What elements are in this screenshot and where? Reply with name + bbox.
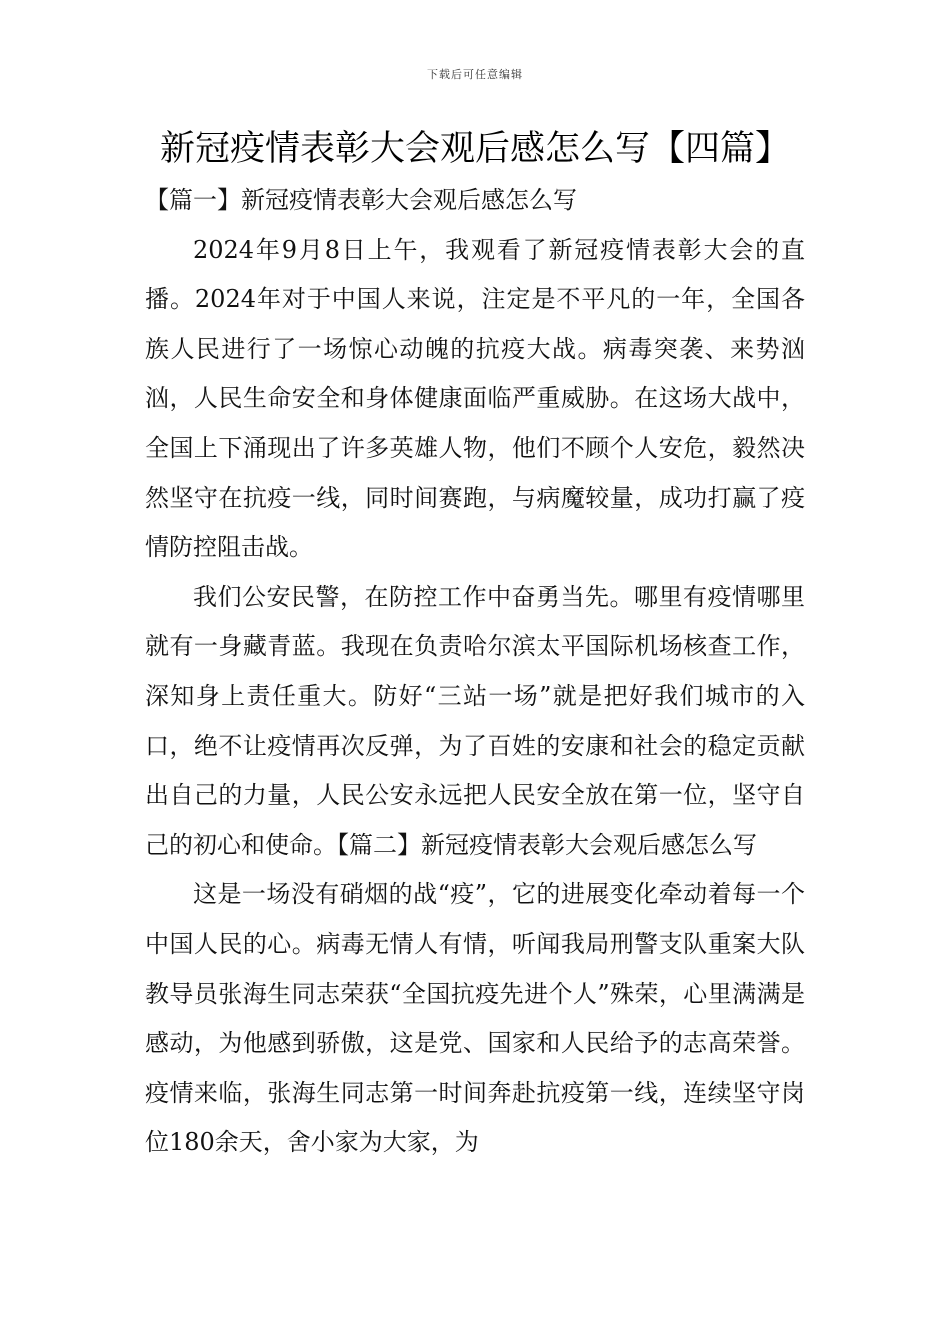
document-title: 新冠疫情表彰大会观后感怎么写【四篇】: [159, 129, 790, 169]
paragraph-3: 这是一场没有硝烟的战“疫”，它的进展变化牵动着每一个中国人民的心。病毒无情人有情，听闻我局刑警支队重案大队教导员张海生同志荣获“全国抗疫先进个人”殊荣，心里满满是感动，为他感到骄傲，这是党、国家和人民给予的志高荣誉。疫情来临，张海生同志第一时间奔赴抗疫第一线，连续坚守岗位180余天，舍小家为大家，为: [145, 880, 805, 1157]
section-heading: 【篇一】新冠疫情表彰大会观后感怎么写: [145, 186, 577, 214]
document-body: [145, 176, 805, 1168]
paragraph-1: 2024年9月8日上午，我观看了新冠疫情表彰大会的直播。2024年对于中国人来说，注定是不平凡的一年，全国各族人民进行了一场惊心动魄的抗疫大战。病毒突袭、来势汹汹，人民生命安全和身体健康面临严重威胁。在这场大战中，全国上下涌现出了许多英雄人物，他们不顾个人安危，毅然决然坚守在抗疫一线，同时间赛跑，与病魔较量，成功打赢了疫情防控阻击战。: [145, 235, 805, 562]
paragraph-2: 我们公安民警，在防控工作中奋勇当先。哪里有疫情哪里就有一身藏青蓝。我现在负责哈尔滨太平国际机场核查工作，深知身上责任重大。防好“三站一场”就是把好我们城市的入口，绝不让疫情再次反弹，为了百姓的安康和社会的稳定贡献出自己的力量，人民公安永远把人民安全放在第一位，坚守自己的初心和使命。【篇二】新冠疫情表彰大会观后感怎么写: [145, 582, 805, 859]
header-note: 下载后可任意编辑: [427, 68, 523, 81]
